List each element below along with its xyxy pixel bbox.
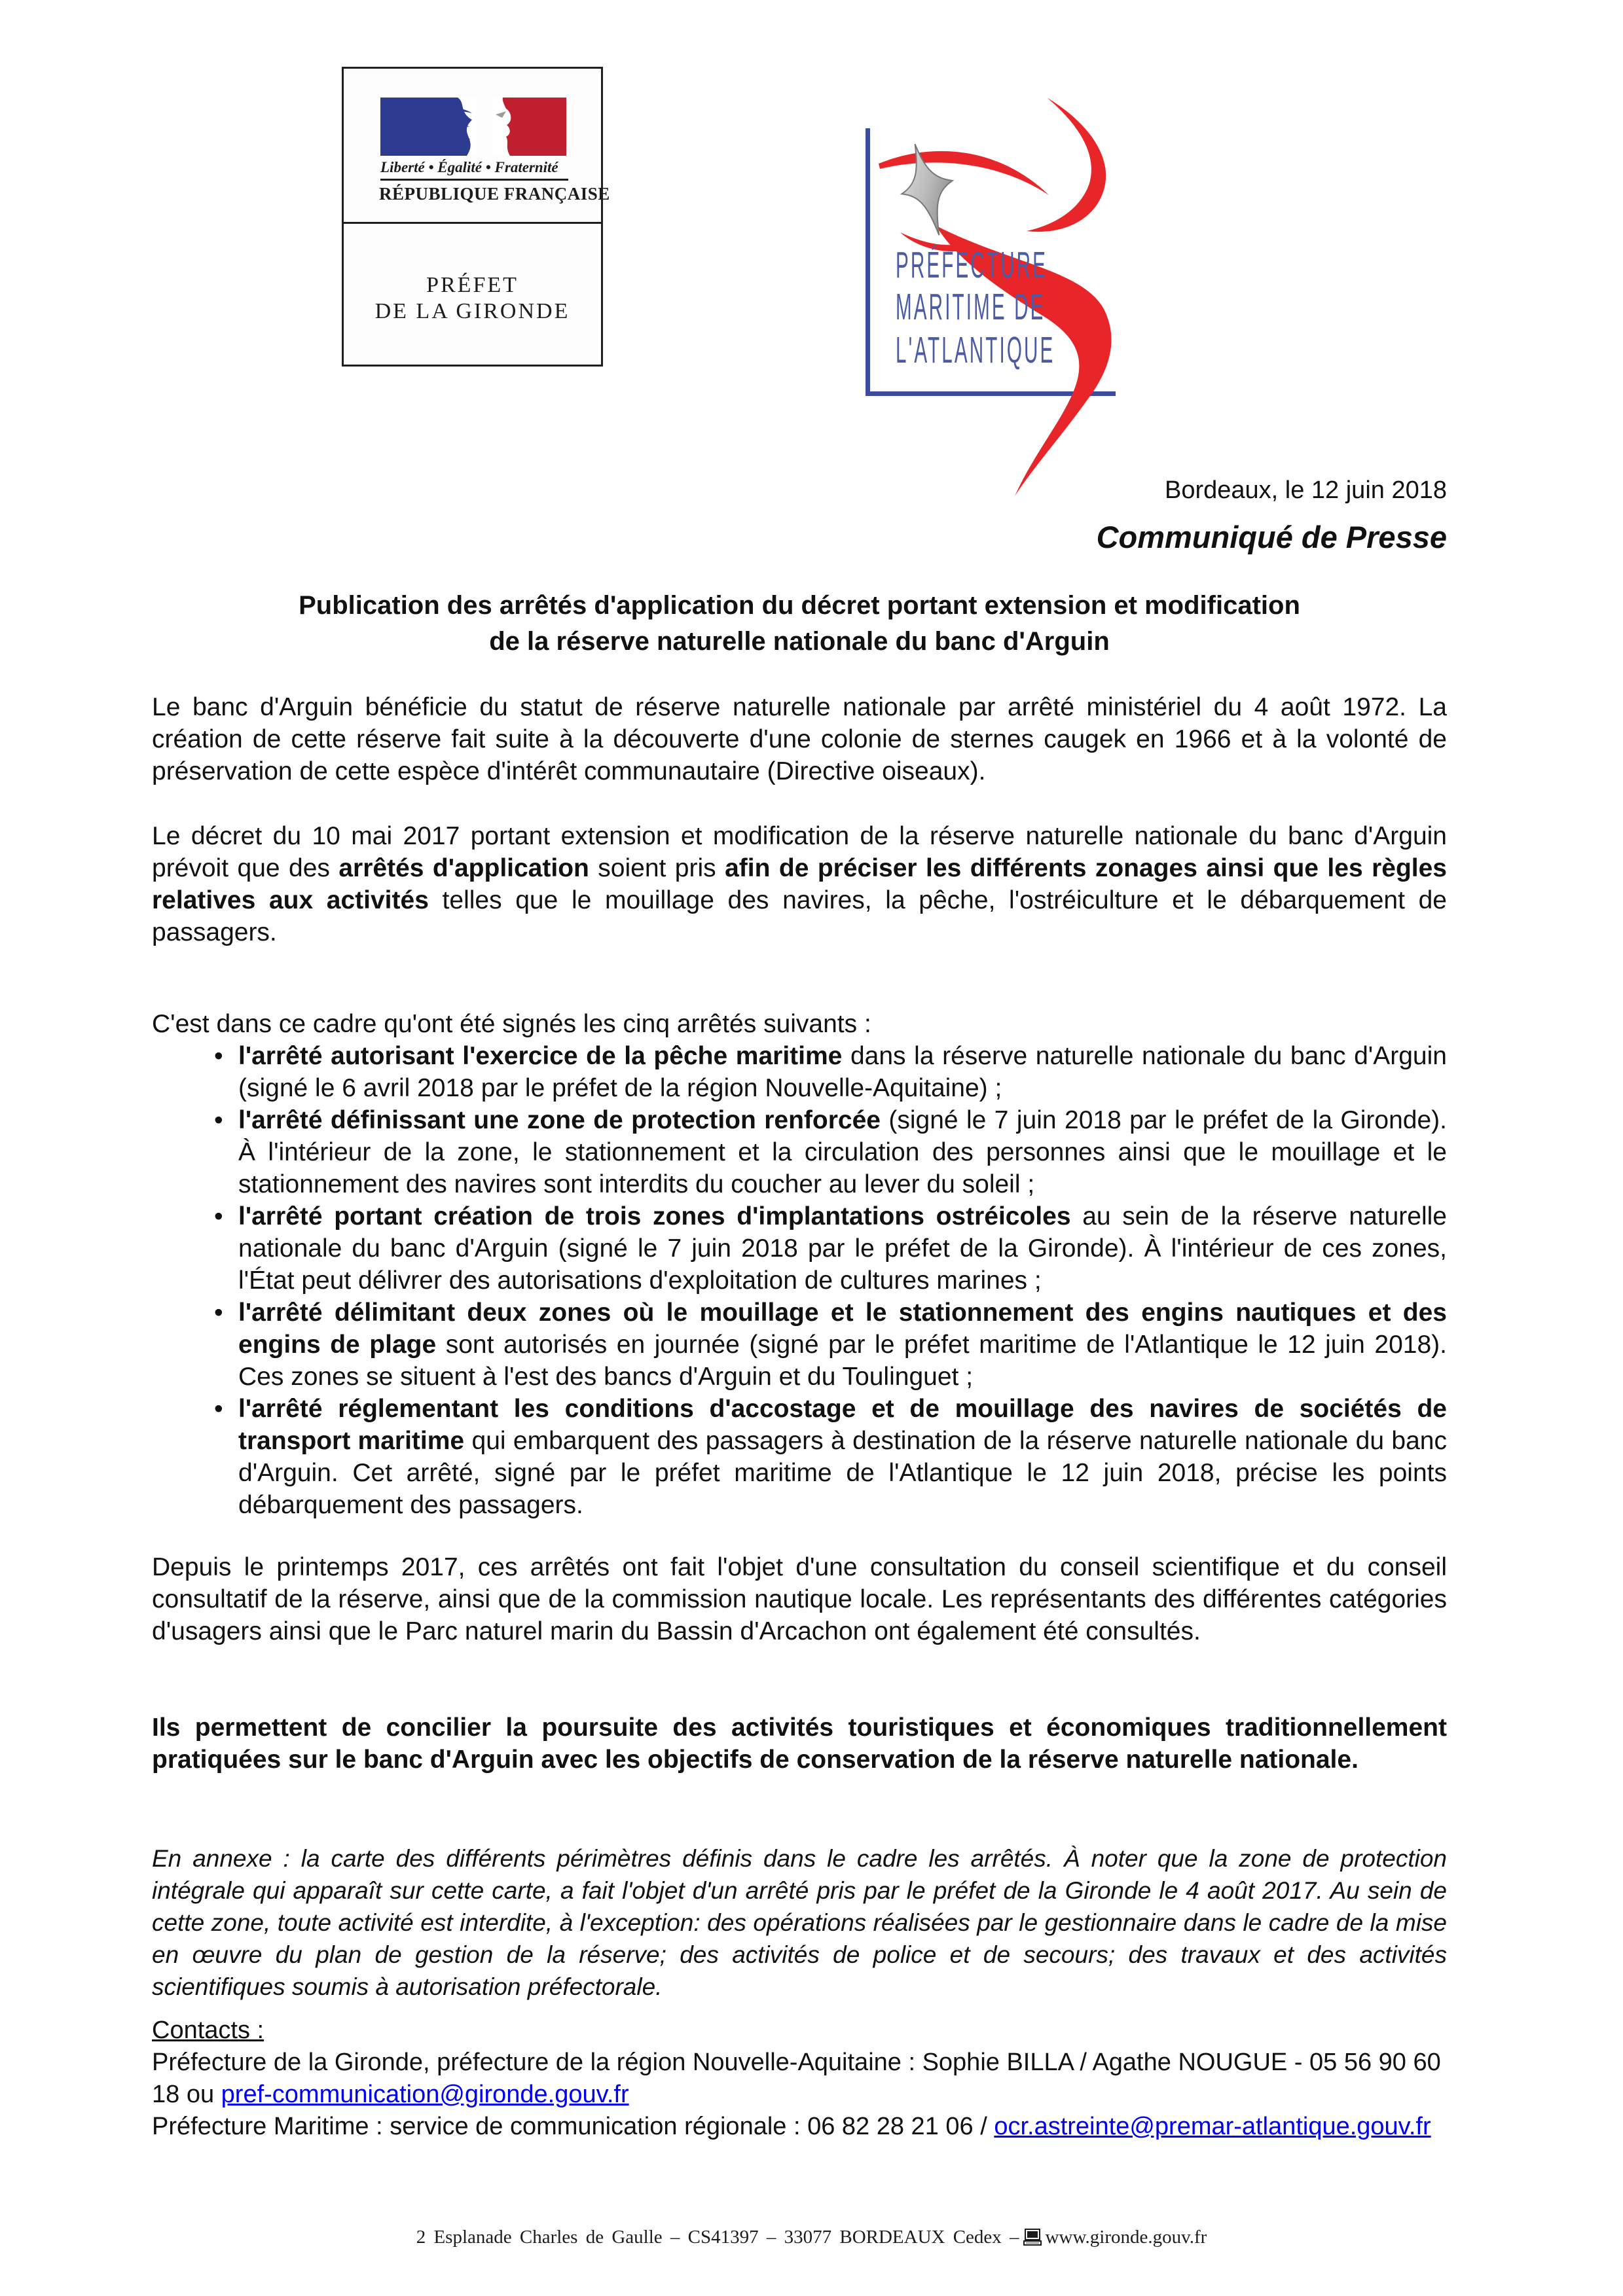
- dateline: Bordeaux, le 12 juin 2018: [1165, 476, 1447, 504]
- republique-francaise-block: [344, 69, 610, 224]
- bullet-marker: •: [214, 1202, 223, 1230]
- contacts-section: [152, 2015, 1447, 2143]
- prefet-gironde-logo: [342, 67, 610, 367]
- list-item-text: l'arrêté autorisant l'exercice de la pêche maritime dans la réserve naturelle nationale du banc d'Arguin (signé le 6 avril 2018 par le préfet de la région Nouvelle-Aquitaine) ;: [238, 1042, 1447, 1102]
- list-intro: C'est dans ce cadre qu'ont été signés les cinq arrêtés suivants :: [152, 1010, 871, 1038]
- list-item-text: l'arrêté portant création de trois zones d'implantations ostréicoles au sein de la réserve naturelle nationale du banc d'Arguin (signé le 7 juin 2018 par le préfet de la Gironde). À l'intérieur de ces zones, l'État peut délivrer des autorisations d'exploitation de cultures marines ;: [238, 1202, 1447, 1295]
- paragraph-intro-reserve: Le banc d'Arguin bénéficie du statut de réserve naturelle nationale par arrêté ministériel du 4 août 1972. La création de cette réserve fait suite à la découverte d'une colonie de sternes caugek en 1966 et à la volonté de préservation de cette espèce d'intérêt communautaire (Directive oiseaux).: [152, 693, 1447, 785]
- footer-address: 2 Esplanade Charles de Gaulle – CS41397 – 33077 BORDEAUX Cedex –: [416, 2227, 1019, 2248]
- contact-line-maritime: [152, 2111, 1447, 2143]
- list-item-text: l'arrêté délimitant deux zones où le mouillage et le stationnement des engins nautiques et des engins de plage sont autorisés en journée (signé par le préfet maritime de l'Atlantique le 12 juin 2018). Ces zones se situent à l'est des bancs d'Arguin et du Toulinguet ;: [238, 1299, 1447, 1391]
- contact-gironde-text: Préfecture de la Gironde, préfecture de la région Nouvelle-Aquitaine : Sophie BILLA / Agathe NOUGUE - 05 56 90 60 18 ou: [152, 2049, 1441, 2108]
- list-item: [152, 1393, 1447, 1521]
- arretes-list: [152, 1040, 1447, 1521]
- list-item-text: l'arrêté réglementant les conditions d'accostage et de mouillage des navires de sociétés de transport maritime qui embarquent des passagers à destination de la réserve naturelle nationale du banc d'Arguin. Cet arrêté, signé par le préfet maritime de l'Atlantique le 12 juin 2018, précise les points débarquement des passagers.: [238, 1395, 1447, 1519]
- paragraph-decret: Le décret du 10 mai 2017 portant extension et modification de la réserve naturelle nationale du banc d'Arguin prévoit que des arrêtés d'application soient pris afin de préciser les différents zonages ainsi que les règles relatives aux activités telles que le mouillage des navires, la pêche, l'ostréiculture et le débarquement de passagers.: [152, 822, 1447, 946]
- list-item: [152, 1297, 1447, 1393]
- document-title: [152, 588, 1447, 660]
- contacts-heading: Contacts :: [152, 2017, 264, 2044]
- paragraph-conclusion-bold: Ils permettent de concilier la poursuite des activités touristiques et économiques traditionnellement pratiquées sur le banc d'Arguin avec les objectifs de conservation de la réserve naturelle nationale.: [152, 1713, 1447, 1774]
- prefecture-maritime-logo: [838, 65, 1165, 524]
- bullet-marker: •: [214, 1299, 223, 1327]
- list-item: [152, 1040, 1447, 1104]
- premar-line1: PRÉFECTURE: [896, 243, 1048, 286]
- list-item: [152, 1200, 1447, 1297]
- motto-text: Liberté • Égalité • Fraternité: [380, 159, 558, 175]
- gironde-email-link[interactable]: pref-communication@gironde.gouv.fr: [221, 2081, 629, 2108]
- bullet-marker: •: [214, 1042, 223, 1070]
- republique-francaise-text: RÉPUBLIQUE FRANÇAISE: [379, 184, 610, 204]
- prefet-line2: DE LA GIRONDE: [374, 299, 570, 323]
- premar-email-link[interactable]: ocr.astreinte@premar-atlantique.gouv.fr: [994, 2113, 1431, 2140]
- bullet-marker: •: [214, 1106, 223, 1134]
- premar-line2: MARITIME DE: [896, 285, 1046, 328]
- prefet-block: [344, 224, 601, 365]
- bullet-marker: •: [214, 1395, 223, 1423]
- footer: [0, 2227, 1623, 2248]
- paragraph-annexe-italic: En annexe : la carte des différents périmètres définis dans le cadre les arrêtés. À noter que la zone de protection intégrale qui apparaît sur cette carte, a fait l'objet d'un arrêté pris par le préfet de la Gironde le 4 août 2017. Au sein de cette zone, toute activité est interdite, à l'exception: des opérations réalisées par le gestionnaire dans le cadre de la mise en œuvre du plan de gestion de la réserve; des activités de police et de secours; des travaux et des activités scientifiques soumis à autorisation préfectorale.: [152, 1845, 1447, 2000]
- footer-website: www.gironde.gouv.fr: [1045, 2227, 1207, 2248]
- paragraph-consultation: Depuis le printemps 2017, ces arrêtés ont fait l'objet d'une consultation du conseil scientifique et du conseil consultatif de la réserve, ainsi que de la commission nautique locale. Les représentants des différentes catégories d'usagers ainsi que le Parc naturel marin du Bassin d'Arcachon ont également été consultés.: [152, 1553, 1447, 1645]
- document-type: Communiqué de Presse: [1096, 520, 1447, 554]
- title-line2: de la réserve naturelle nationale du banc d'Arguin: [489, 627, 1110, 656]
- computer-icon: [1023, 2229, 1042, 2246]
- contact-maritime-text: Préfecture Maritime : service de communication régionale : 06 82 28 21 06 /: [152, 2113, 994, 2140]
- list-item: [152, 1104, 1447, 1200]
- contact-line-gironde: [152, 2047, 1447, 2111]
- prefet-line1: PRÉFET: [426, 273, 519, 297]
- title-line1: Publication des arrêtés d'application du décret portant extension et modification: [299, 591, 1300, 620]
- list-item-text: l'arrêté définissant une zone de protection renforcée (signé le 7 juin 2018 par le préfet de la Gironde). À l'intérieur de la zone, le stationnement et la circulation des personnes ainsi que le mouillage et le stationnement des navires sont interdits du coucher au lever du soleil ;: [238, 1106, 1447, 1198]
- motto-divider: [380, 179, 568, 181]
- marianne-flag-icon: [380, 98, 566, 156]
- premar-line3: L'ATLANTIQUE: [896, 329, 1055, 371]
